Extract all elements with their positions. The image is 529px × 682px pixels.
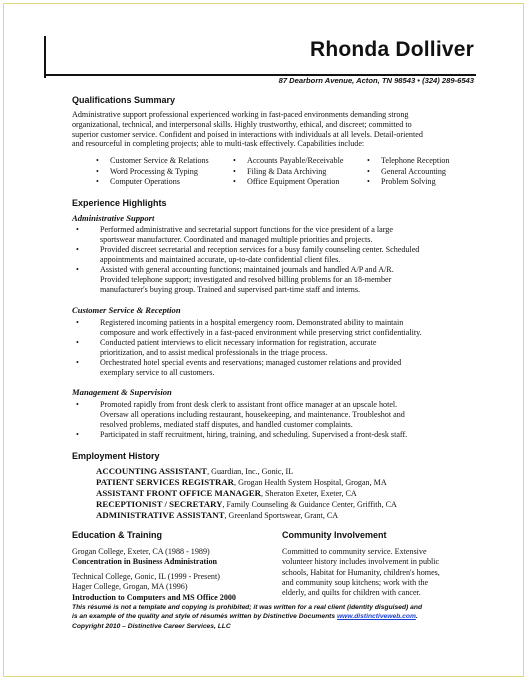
skill-item: • Customer Service & Relations [96, 156, 209, 165]
footer-notice: is an example of the quality and style of résumés written by Distinctive Documents www.distinctiveweb.com. [72, 613, 418, 620]
job-entry: ACCOUNTING ASSISTANT, Guardian, Inc., Gonic, IL [96, 466, 294, 476]
experience-bullet: • Participated in staff recruitment, hiring, training, and scheduling. Supervised a front-desk staff. [76, 430, 408, 439]
footer-notice: This résumé is not a template and copying is prohibited; it was written for a real client (identity disguised) and [72, 604, 423, 611]
candidate-name: Rhonda Dolliver [309, 38, 474, 61]
community-line: elderly, and quilts for children with cancer. [282, 588, 421, 598]
community-line: and community soup kitchens; work with the [282, 577, 429, 587]
subsection-title: Management & Supervision [72, 387, 172, 397]
qualifications-line: superior customer service. Confident and poised in interactions with individuals at all levels. Detail-oriented [72, 129, 423, 139]
bullet-icon: • [76, 225, 79, 234]
job-entry: ASSISTANT FRONT OFFICE MANAGER, Sheraton Exeter, Exeter, CA [96, 488, 357, 498]
experience-heading: Experience Highlights [72, 198, 167, 208]
bullet-icon: • [76, 265, 79, 274]
community-text [282, 547, 440, 598]
skills-column-3 [367, 156, 449, 188]
experience-bullet: • Promoted rapidly from front desk clerk to assistant front office manager at an upscale hotel. Oversaw all operations including restaurant, housekeeping, and maintenance. Troubleshot and resolved problems, mediated staff disputes, and handled customer complaints. [76, 400, 405, 429]
experience-bullet: • Orchestrated hotel special events and reservations; managed customer relations and provided exemplary service to all customers. [76, 358, 402, 377]
bullet-icon: • [76, 358, 79, 367]
qualifications-line: Administrative support professional experienced working in fast-paced environments demanding strong [72, 110, 409, 119]
employment-heading: Employment History [72, 451, 160, 461]
skill-item: • Office Equipment Operation [233, 177, 340, 187]
skill-item: • Telephone Reception [367, 156, 450, 165]
education-line: Technical College, Gonic, IL (1999 - Present) [72, 572, 220, 581]
experience-bullet: • Assisted with general accounting functions; maintained journals and handled A/P and A/R. Provided telephone support; investigated and resolved billing problems for an 18-member manufacturer's buying group. Trained and supervised part-time staff and interns. [76, 265, 394, 294]
education-line: Introduction to Computers and MS Office 2000 [72, 593, 236, 602]
job-entry: PATIENT SERVICES REGISTRAR, Grogan Health System Hospital, Grogan, MA [96, 477, 387, 487]
bullet-icon: • [76, 318, 79, 327]
subsection-title: Administrative Support [72, 213, 155, 223]
job-entry: ADMINISTRATIVE ASSISTANT, Greenland Sportswear, Grant, CA [96, 510, 339, 520]
skills-column-1 [96, 156, 209, 188]
bullet-icon: • [76, 400, 79, 409]
website-link[interactable]: www.distinctiveweb.com [336, 613, 416, 620]
skill-item: • Filing & Data Archiving [233, 166, 327, 176]
qualifications-heading: Qualifications Summary [72, 95, 176, 105]
experience-bullet: • Provided discreet secretarial and reception services for a busy family counseling center. Scheduled appointments and maintained accurate, up-to-date confidential client files. [76, 245, 420, 264]
qualifications-text [72, 110, 423, 149]
qualifications-line: and resourceful in completing projects; able to multi-task effectively. Capabilities include: [72, 139, 365, 149]
experience-bullet: • Conducted patient interviews to elicit necessary information for registration, accurate prioritization, and to assist medical professionals in the triage process. [76, 338, 377, 357]
bullet-icon: • [76, 430, 79, 439]
header-vertical-rule [44, 36, 46, 78]
qualifications-line: organizational, technical, and interpersonal skills. Highly trustworthy, ethical, and discreet; committed to [72, 119, 412, 129]
education-line: Grogan College, Exeter, CA (1988 - 1989) [72, 547, 210, 556]
skill-item: • Problem Solving [367, 177, 436, 187]
bullet-icon: • [76, 338, 79, 347]
contact-info: 87 Dearborn Avenue, Acton, TN 98543 • (324) 289-6543 [278, 76, 474, 85]
bullet-icon: • [76, 245, 79, 254]
experience-bullet: • Performed administrative and secretarial support functions for the vice president of a large sportswear manufacturer. Coordinated and managed multiple priorities and projects. [76, 225, 393, 244]
footer-copyright: Copyright 2010 – Distinctive Career Services, LLC [72, 623, 231, 630]
education-heading: Education & Training [72, 530, 163, 540]
skill-item: • General Accounting [367, 166, 446, 176]
education-line: Concentration in Business Administration [72, 557, 218, 566]
community-line: Committed to community service. Extensive [282, 547, 427, 556]
skill-item: • Word Processing & Typing [96, 166, 198, 176]
skills-column-2 [233, 156, 343, 188]
community-heading: Community Involvement [282, 530, 387, 540]
skill-item: • Accounts Payable/Receivable [233, 156, 344, 165]
job-entry: RECEPTIONIST / SECRETARY, Family Counseling & Guidance Center, Griffith, CA [96, 499, 397, 509]
education-line: Hager College, Grogan, MA (1996) [72, 582, 188, 591]
subsection-title: Customer Service & Reception [72, 305, 181, 315]
community-line: schools, Habitat for Humanity, children's homes, [282, 567, 440, 577]
skill-item: • Computer Operations [96, 177, 180, 187]
community-line: volunteer history includes involvement in public [282, 557, 440, 567]
experience-bullet: • Registered incoming patients in a hospital emergency room. Demonstrated ability to maintain composure and work effectively in a fast-paced environment while preserving strict confidentiality. [76, 318, 422, 337]
